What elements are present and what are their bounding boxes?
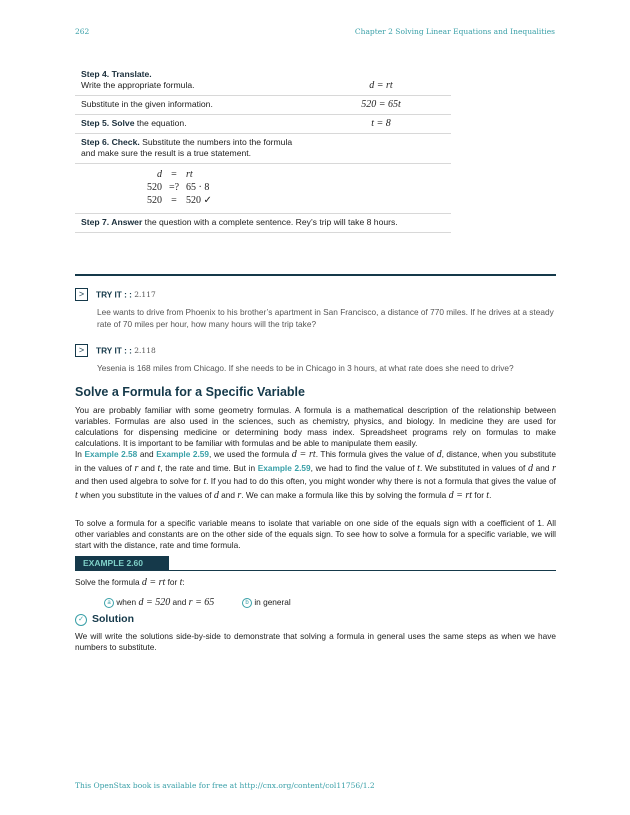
math-inline: r = 65 — [188, 597, 215, 608]
p2-text: and — [218, 489, 238, 500]
check-r2-mid: =? — [168, 182, 180, 193]
part-a-text: when — [116, 597, 139, 607]
check-r2-left: 520 — [147, 182, 162, 193]
example-link[interactable]: Example 2.59 — [257, 462, 311, 473]
table-row — [75, 115, 451, 134]
prompt-text: for — [165, 577, 180, 587]
part-a-marker: a — [104, 598, 114, 608]
page-number: 262 — [75, 27, 90, 36]
p2-text: , we had to find the value of — [310, 462, 418, 473]
check-r3-right: 520 ✓ — [186, 195, 212, 206]
p2-text: and — [137, 449, 157, 459]
check-r1-left: d — [157, 169, 162, 180]
math-inline: t — [417, 462, 420, 474]
step4-text: Write the appropriate formula. — [81, 80, 195, 90]
specific-variable-paragraph: To solve a formula for a specific variable means to isolate that variable on one side of the equals sign with a coefficient of 1. All other variables and constants are on the other side of the equals sign. To see how to solve a formula for a specific variable, we will start with the distance, rate and time formula. — [75, 518, 556, 550]
part-b-marker: b — [242, 598, 252, 608]
intro-paragraph: You are probably familiar with some geometry formulas. A formula is a mathematical description of the relationship between variables. Formulas are also used in the sciences, such as chemistry, physics, and biology. In medicine they are used for calculations for dispensing medicine or determining body mass index. Spreadsheet programs rely on formulas to make calculations. It is important to be familiar with formulas and be able to manipulate them easily. — [75, 405, 556, 448]
step5-text: the equation. — [134, 118, 187, 128]
p2-text: . We can make a formula like this by solving the formula — [241, 489, 449, 500]
math-inline: r — [552, 462, 556, 474]
table-row — [75, 134, 451, 164]
try-it-label: TRY IT : : — [96, 289, 132, 300]
p2-text: . This formula gives the value of — [315, 449, 437, 459]
footer-text: This OpenStax book is available for free at http://cnx.org/content/col11756/1.2 — [75, 781, 375, 790]
chevron-right-icon[interactable]: > — [75, 288, 88, 301]
try-it-1-text: Lee wants to drive from Phoenix to his brother’s apartment in San Francisco, a distance of 770 miles. If he drives at a steady rate of 70 miles per hour, how many hours will the trip take? — [97, 307, 554, 329]
step6-text: Substitute the numbers into the formula and make sure the result is a true statement. — [81, 137, 293, 158]
math-inline: d — [527, 462, 533, 474]
example-prompt — [75, 577, 556, 588]
solution-heading: Solution — [92, 613, 134, 625]
chapter-header: Chapter 2 Solving Linear Equations and Inequalities — [354, 27, 555, 36]
p2-text: . — [489, 489, 492, 500]
step4-cell — [75, 66, 311, 96]
prompt-text: : — [182, 577, 185, 587]
try-it-number: 2.117 — [134, 290, 156, 299]
math-inline: t — [75, 489, 78, 501]
p2-text: when you substitute in the values of — [77, 489, 214, 500]
math-inline: t — [203, 476, 207, 487]
check-r2-right: 65 · 8 — [186, 182, 210, 193]
example-part-a — [104, 597, 214, 608]
math-inline: t — [486, 489, 490, 501]
math-inline: d = rt — [141, 577, 166, 588]
math-inline: r — [237, 489, 242, 501]
part-b-text: in general — [254, 597, 291, 607]
p2-text: . If you had to do this often, you might wonder why there is not a formula that gives the value of — [206, 476, 556, 486]
p2-text: , distance, when you substitute in the values of — [75, 449, 556, 473]
step5-cell — [75, 115, 311, 134]
chevron-right-icon[interactable]: > — [75, 344, 88, 357]
check-r3-left: 520 — [147, 195, 162, 206]
section-title: Solve a Formula for a Specific Variable — [75, 385, 305, 399]
step6-empty — [311, 134, 451, 164]
math-inline: d — [213, 489, 219, 501]
step4b-math: 520 = 65t — [311, 96, 451, 115]
step7-text: the question with a complete sentence. Rey’s trip will take 8 hours. — [142, 217, 398, 227]
table-row — [75, 214, 451, 233]
p2-text: , the rate and time. But in — [160, 462, 258, 473]
try-it-1-header — [75, 288, 156, 301]
math-inline: d = 520 — [138, 597, 171, 608]
p2-text: , we used the formula — [209, 449, 292, 459]
step7-label: Step 7. Answer — [81, 217, 143, 227]
check-cell — [75, 164, 451, 214]
p2-text: and — [532, 462, 553, 473]
p2-text: and — [138, 462, 158, 473]
p2-text: and then used algebra to solve for — [75, 476, 204, 486]
table-row — [75, 66, 451, 96]
step6-cell — [75, 134, 311, 164]
step4b-text: Substitute in the given information. — [75, 96, 311, 115]
math-inline: d = rt — [448, 489, 472, 501]
math-inline: d — [436, 449, 442, 460]
math-inline: t — [157, 462, 161, 474]
math-inline: d = rt — [291, 449, 316, 460]
check-r1-mid: = — [171, 169, 177, 180]
math-inline: t — [179, 577, 183, 588]
math-inline: r — [134, 462, 139, 474]
check-circle-icon: ✓ — [75, 614, 87, 626]
step5-math: t = 8 — [311, 115, 451, 134]
example-badge: EXAMPLE 2.60 — [75, 556, 169, 571]
check-r3-mid: = — [171, 195, 177, 206]
example-part-b — [242, 597, 291, 608]
step4-math: d = rt — [311, 66, 451, 96]
try-it-label: TRY IT : : — [96, 345, 132, 356]
check-equations — [128, 168, 445, 207]
step5-label: Step 5. Solve — [81, 118, 135, 128]
part-a-text: and — [170, 597, 189, 607]
try-it-2-text: Yesenia is 168 miles from Chicago. If she needs to be in Chicago in 3 hours, at what rate does she need to drive? — [97, 363, 514, 373]
check-r1-right: rt — [186, 169, 193, 180]
example-link[interactable]: Example 2.59 — [156, 449, 210, 459]
solution-text: We will write the solutions side-by-side to demonstrate that solving a formula in general uses the same steps as when we have numbers to substitute. — [75, 631, 556, 652]
table-row — [75, 96, 451, 115]
p2-text: In — [75, 449, 85, 459]
try-it-2-header — [75, 344, 156, 357]
step6-label: Step 6. Check. — [81, 137, 140, 147]
p2-text: . We substituted in values of — [419, 462, 528, 473]
p2-text: for — [472, 489, 487, 500]
section-divider — [75, 274, 556, 276]
table-row — [75, 164, 451, 214]
formula-paragraph — [75, 448, 556, 502]
example-underline — [75, 570, 556, 571]
step7-cell — [75, 214, 451, 233]
example-link[interactable]: Example 2.58 — [84, 449, 138, 459]
try-it-number: 2.118 — [134, 346, 156, 355]
steps-table — [75, 66, 451, 233]
step4-label: Step 4. Translate. — [81, 69, 152, 79]
prompt-text: Solve the formula — [75, 577, 142, 587]
